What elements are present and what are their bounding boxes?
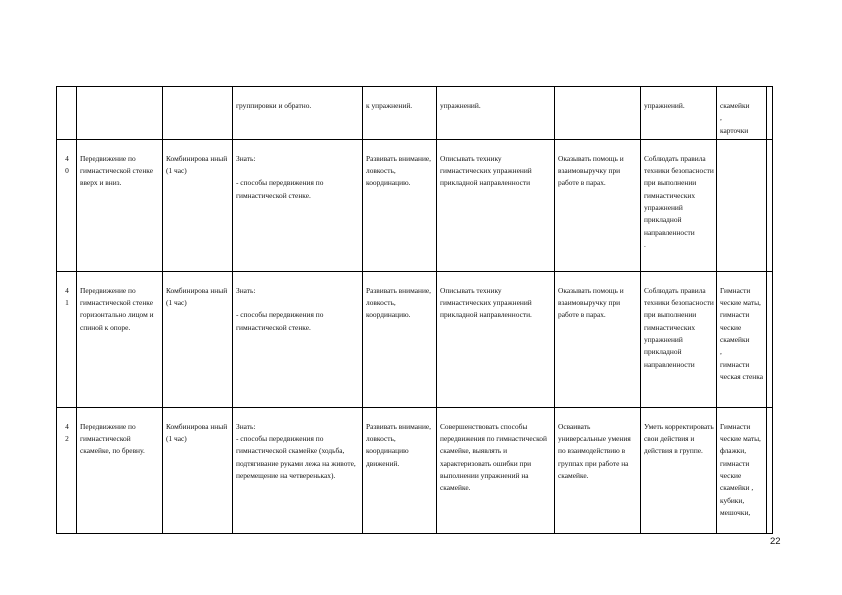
lesson-type: Комбинирова нный (1 час) <box>163 271 233 407</box>
knowledge-cell: группировки и обратно. <box>233 87 363 140</box>
extra-cell <box>767 407 773 533</box>
personal-cell: Соблюдать правила техники безопасности при выполнении гимнастических упражнений прикладной направленности <box>641 271 717 407</box>
extra-cell <box>767 87 773 140</box>
lesson-topic: Передвижение по гимнастической стенке вверх и вниз. <box>77 139 163 271</box>
lesson-number: 4 0 <box>57 139 77 271</box>
table-row <box>57 271 773 407</box>
meta-communicative-cell <box>555 87 641 140</box>
physical-cell: Развивать внимание, ловкость, координацию движений. <box>363 407 437 533</box>
meta-regulative-cell: Совершенствовать способы передвижения по гимнастической скамейке, выявлять и характеризовать ошибки при выполнении упражнений на скамейке. <box>437 407 555 533</box>
table-row <box>57 87 773 140</box>
knowledge-cell: Знать: - способы передвижения по гимнастической стенке. <box>233 271 363 407</box>
table-row <box>57 407 773 533</box>
meta-regulative-cell: Описывать технику гимнастических упражнений прикладной направленности <box>437 139 555 271</box>
lesson-number: 4 1 <box>57 271 77 407</box>
table-row <box>57 139 773 271</box>
extra-cell <box>767 139 773 271</box>
knowledge-cell: Знать: - способы передвижения по гимнастической стенке. <box>233 139 363 271</box>
equipment-cell <box>717 139 767 271</box>
meta-regulative-cell: упражнений. <box>437 87 555 140</box>
lesson-number: 4 2 <box>57 407 77 533</box>
lesson-type: Комбинирова нный (1 час) <box>163 407 233 533</box>
physical-cell: Развивать внимание, ловкость, координацию. <box>363 139 437 271</box>
page-number: 22 <box>770 536 781 547</box>
knowledge-cell: Знать: - способы передвижения по гимнастической скамейке (ходьба, подтягивание руками лежа на животе, перемещение на четвереньках). <box>233 407 363 533</box>
lesson-plan-table <box>56 86 773 534</box>
personal-cell: Соблюдать правила техники безопасности при выполнении гимнастических упражнений прикладной направленности . <box>641 139 717 271</box>
personal-cell: упражнений. <box>641 87 717 140</box>
meta-communicative-cell: Осваивать универсальные умения по взаимодействию в группах при работе на скамейке. <box>555 407 641 533</box>
lesson-number <box>57 87 77 140</box>
physical-cell: Развивать внимание, ловкость, координацию. <box>363 271 437 407</box>
personal-cell: Уметь корректировать свои действия и действия в группе. <box>641 407 717 533</box>
meta-communicative-cell: Оказывать помощь и взаимовыручку при работе в парах. <box>555 271 641 407</box>
lesson-topic: Передвижение по гимнастической стенке горизонтально лицом и спиной к опоре. <box>77 271 163 407</box>
physical-cell: к упражнений. <box>363 87 437 140</box>
lesson-type: Комбинирова нный (1 час) <box>163 139 233 271</box>
lesson-topic <box>77 87 163 140</box>
meta-regulative-cell: Описывать технику гимнастических упражнений прикладной направленности. <box>437 271 555 407</box>
equipment-cell: Гимнасти ческие маты, флажки, гимнасти ческие скамейки , кубики, мешочки, <box>717 407 767 533</box>
meta-communicative-cell: Оказывать помощь и взаимовыручку при работе в парах. <box>555 139 641 271</box>
equipment-cell: Гимнасти ческие маты, гимнасти ческие скамейки , гимнасти ческая стенка <box>717 271 767 407</box>
lesson-type <box>163 87 233 140</box>
equipment-cell: скамейки , карточки <box>717 87 767 140</box>
extra-cell <box>767 271 773 407</box>
lesson-topic: Передвижение по гимнастической скамейке, по бревну. <box>77 407 163 533</box>
